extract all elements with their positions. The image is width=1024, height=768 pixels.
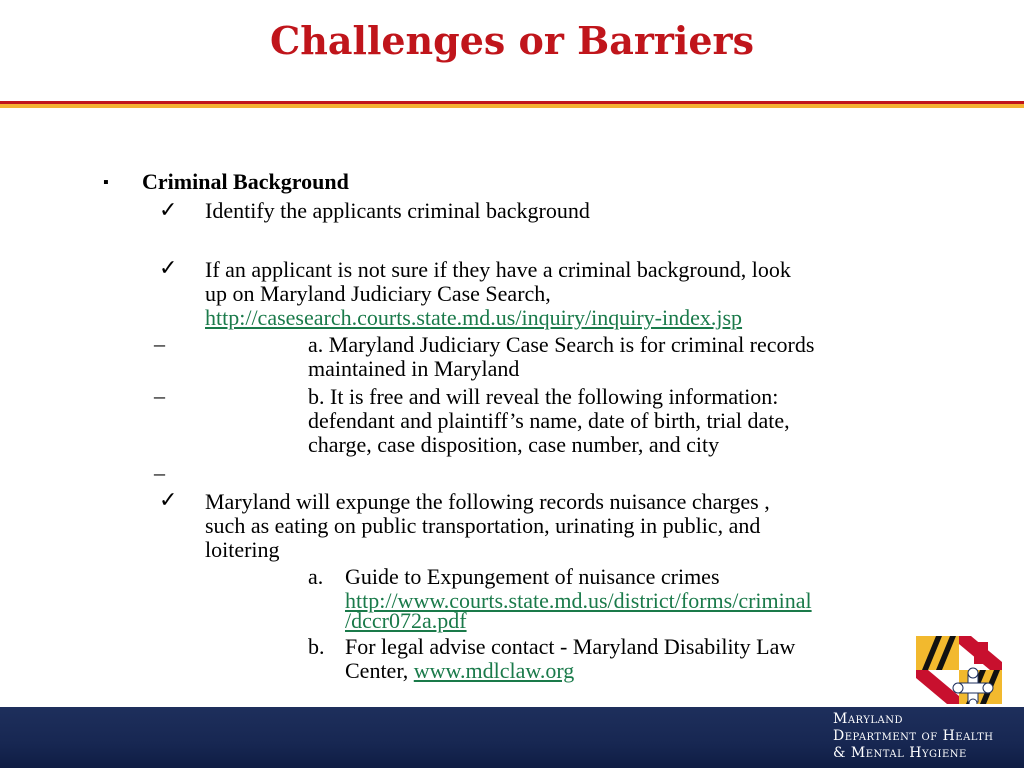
expungement-guide-link[interactable]: http://www.courts.state.md.us/district/forms/criminal [345, 588, 812, 613]
checkmark-icon: ✓ [159, 487, 178, 512]
dash-text: defendant and plaintiff’s name, date of birth, trial date, [308, 408, 790, 433]
bullet-text: loitering [205, 537, 280, 562]
org-name-line: & Mental Hygiene [833, 745, 967, 761]
case-search-link[interactable]: http://casesearch.courts.state.md.us/inquiry/inquiry-index.jsp [205, 305, 743, 330]
sub-item-text [345, 659, 574, 683]
maryland-flag-logo-icon [916, 636, 1002, 704]
dash-bullet: – [154, 331, 165, 356]
checkmark-icon: ✓ [159, 255, 178, 280]
bullet-text: up on Maryland Judiciary Case Search, [205, 281, 551, 306]
sub-item-label: a. [308, 564, 324, 589]
sub-item-text-prefix: Center, [345, 658, 414, 683]
sub-item-label: b. [308, 634, 325, 659]
mdlc-website-link[interactable]: www.mdlclaw.org [413, 658, 575, 683]
org-name-line: Department of Health [833, 728, 994, 744]
sub-item-text: For legal advise contact - Maryland Disability Law [345, 634, 796, 659]
dash-text: maintained in Maryland [308, 356, 520, 381]
org-name [833, 711, 1023, 762]
dash-bullet: – [154, 460, 165, 485]
dash-bullet: – [154, 383, 165, 408]
checkmark-icon: ✓ [159, 197, 178, 222]
bullet-text: such as eating on public transportation, urinating in public, and [205, 513, 761, 538]
slide-title: Challenges or Barriers [270, 18, 754, 63]
section-heading: Criminal Background [142, 169, 349, 194]
bullet-text: Maryland will expunge the following records nuisance charges , [205, 489, 770, 514]
bullet-text: Identify the applicants criminal background [205, 198, 590, 223]
sub-item-text: Guide to Expungement of nuisance crimes [345, 564, 720, 589]
org-name-line: Maryland [833, 711, 904, 727]
dash-text: a. Maryland Judiciary Case Search is for criminal records [308, 332, 815, 357]
bullet-text: If an applicant is not sure if they have a criminal background, look [205, 257, 791, 282]
dash-text: b. It is free and will reveal the following information: [308, 384, 779, 409]
expungement-guide-link-cont[interactable]: /dccr072a.pdf [345, 608, 467, 633]
square-bullet-icon: ▪ [103, 174, 109, 191]
dash-text: charge, case disposition, case number, and city [308, 432, 720, 457]
